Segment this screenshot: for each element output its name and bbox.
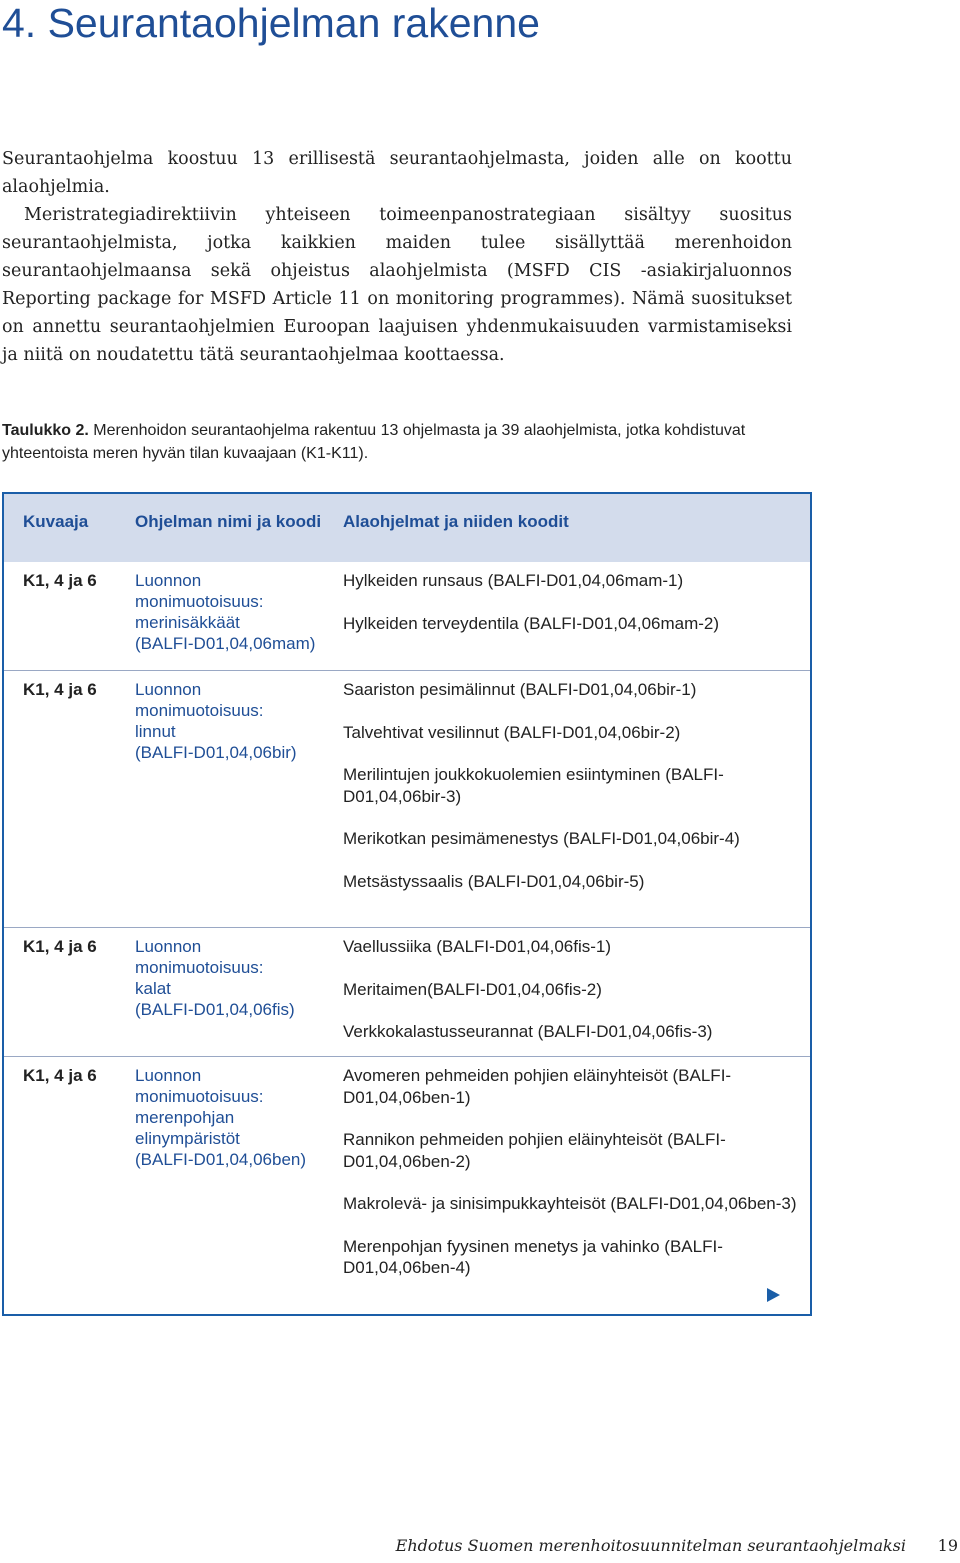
subprogram-item: Merilintujen joukkokuolemien esiintyminen (BALFI-D01,04,06bir-3) xyxy=(343,765,724,806)
program-name-line: monimuotoisuus: xyxy=(135,958,264,977)
header-alaohjelmat: Alaohjelmat ja niiden koodit xyxy=(343,512,569,531)
subprogram-item: Hylkeiden runsaus (BALFI-D01,04,06mam-1) xyxy=(343,571,684,590)
program-name-line: (BALFI-D01,04,06fis) xyxy=(135,1000,295,1019)
program-name-line: Luonnon xyxy=(135,1066,202,1085)
subprogram-item: Saariston pesimälinnut (BALFI-D01,04,06bir-1) xyxy=(343,680,697,699)
table-row xyxy=(4,562,810,670)
program-name-line: monimuotoisuus: xyxy=(135,1087,264,1106)
subprogram-cell xyxy=(343,936,803,1064)
table-caption xyxy=(2,419,762,465)
subprogram-item: Hylkeiden terveydentila (BALFI-D01,04,06mam-2) xyxy=(343,613,720,633)
monitoring-table xyxy=(2,492,812,1316)
paragraph: Seurantaohjelma koostuu 13 erillisestä seurantaohjelmasta, joiden alle on koottu alaohjelmia. xyxy=(2,149,792,197)
subprogram-item: Rannikon pehmeiden pohjien eläinyhteisöt (BALFI-D01,04,06ben-2) xyxy=(343,1130,726,1171)
kuvaaja-cell: K1, 4 ja 6 xyxy=(23,1066,97,1085)
header-ohjelma: Ohjelman nimi ja koodi xyxy=(135,512,322,531)
subprogram-item: Talvehtivat vesilinnut (BALFI-D01,04,06bir-2) xyxy=(343,722,681,742)
table-body xyxy=(4,562,810,1316)
page-heading: 4. Seurantaohjelman rakenne xyxy=(2,0,540,46)
program-name-line: merenpohjan xyxy=(135,1108,235,1127)
program-name-line: kalat xyxy=(135,979,171,998)
kuvaaja-cell: K1, 4 ja 6 xyxy=(23,680,97,699)
program-name-line: Luonnon xyxy=(135,680,202,699)
program-name-line: (BALFI-D01,04,06ben) xyxy=(135,1150,307,1169)
subprogram-cell xyxy=(343,1065,803,1300)
subprogram-cell xyxy=(343,679,803,913)
program-name-cell xyxy=(135,1065,335,1170)
kuvaaja-cell: K1, 4 ja 6 xyxy=(23,571,97,590)
subprogram-cell xyxy=(343,570,803,655)
table-row xyxy=(4,927,810,1056)
subprogram-item: Verkkokalastusseurannat (BALFI-D01,04,06fis-3) xyxy=(343,1022,713,1041)
continue-arrow-icon xyxy=(767,1288,780,1302)
header-kuvaaja: Kuvaaja xyxy=(23,512,89,531)
kuvaaja-cell: K1, 4 ja 6 xyxy=(23,937,97,956)
footer-title: Ehdotus Suomen merenhoitosuunnitelman seurantaohjelmaksi xyxy=(395,1536,906,1555)
program-name-line: Luonnon xyxy=(135,571,202,590)
program-name-line: Luonnon xyxy=(135,937,202,956)
subprogram-item: Metsästyssaalis (BALFI-D01,04,06bir-5) xyxy=(343,871,645,891)
program-name-line: elinympäristöt xyxy=(135,1129,240,1148)
program-name-line: monimuotoisuus: xyxy=(135,592,264,611)
program-name-line: linnut xyxy=(135,722,176,741)
program-name-cell xyxy=(135,679,335,763)
table-row xyxy=(4,1056,810,1316)
caption-text: Merenhoidon seurantaohjelma rakentuu 13 ohjelmasta ja 39 alaohjelmista, jotka kohdistuvat yhteentoista meren hyvän tilan kuvaajaan (K1-K11). xyxy=(2,422,746,462)
subprogram-item: Merikotkan pesimämenestys (BALFI-D01,04,06bir-4) xyxy=(343,829,740,848)
subprogram-item: Meritaimen(BALFI-D01,04,06fis-2) xyxy=(343,979,602,999)
subprogram-item: Avomeren pehmeiden pohjien eläinyhteisöt (BALFI-D01,04,06ben-1) xyxy=(343,1066,732,1107)
paragraph: Meristrategiadirektiivin yhteiseen toimeenpanostrategiaan sisältyy suositus seurantaohjelmista, jotka kaikkien maiden tulee sisällyttää merenhoidon seurantaohjelmaansa sekä ohjeistus alaohjelmista (MSFD CIS -asiakirjaluonnos Reporting package for MSFD Article 11 on monitoring programmes). Nämä suositukset on annettu seurantaohjelmien Euroopan laajuisen yhdenmukaisuuden varmistamiseksi ja niitä on noudatettu tätä seurantaohjelmaa koottaessa. xyxy=(2,205,792,365)
program-name-cell xyxy=(135,936,335,1020)
table-row xyxy=(4,670,810,927)
subprogram-item: Vaellussiika (BALFI-D01,04,06fis-1) xyxy=(343,937,612,956)
program-name-line: (BALFI-D01,04,06mam) xyxy=(135,634,316,653)
body-text xyxy=(2,145,792,369)
caption-label: Taulukko 2. xyxy=(2,422,89,439)
table-header xyxy=(4,494,810,562)
page-number: 19 xyxy=(937,1536,958,1555)
program-name-line: monimuotoisuus: xyxy=(135,701,264,720)
program-name-line: merinisäkkäät xyxy=(135,613,240,632)
subprogram-item: Merenpohjan fyysinen menetys ja vahinko (BALFI-D01,04,06ben-4) xyxy=(343,1236,723,1277)
program-name-cell xyxy=(135,570,335,654)
subprogram-item: Makrolevä- ja sinisimpukkayhteisöt (BALFI-D01,04,06ben-3) xyxy=(343,1194,797,1213)
program-name-line: (BALFI-D01,04,06bir) xyxy=(135,743,297,762)
